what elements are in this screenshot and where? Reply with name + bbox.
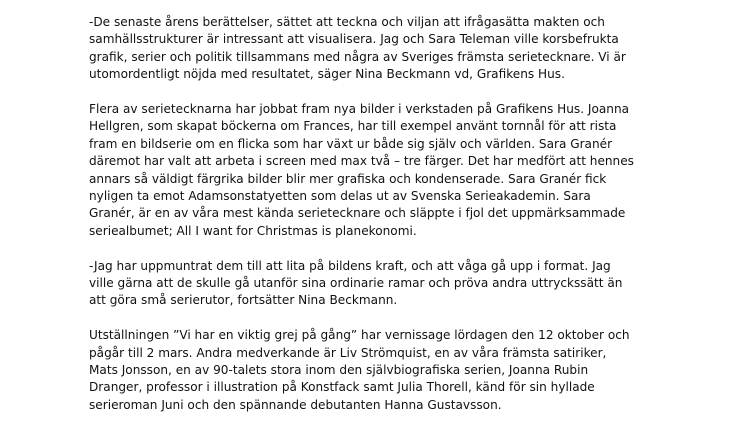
document-body <box>89 14 699 432</box>
text-line: pågår till 2 mars. Andra medverkande är Liv Strömquist, en av våra främsta satiriker, <box>89 345 607 360</box>
paragraph-quote-beckmann-format <box>89 258 699 310</box>
text-line: fram en bildserie om en flicka som har växt ur både sig själv och världen. Sara Granér <box>89 136 613 151</box>
text-line: nyligen ta emot Adamsonstatyetten som delas ut av Svenska Serieakademin. Sara <box>89 189 591 204</box>
text-line: Mats Jonsson, en av 90-talets stora inom den självbiografiska serien, Joanna Rubin <box>89 363 589 378</box>
text-line: Granér, är en av våra mest kända serietecknare och släppte i fjol det uppmärksammade <box>89 206 626 221</box>
paragraph-artists-workshop <box>89 101 699 240</box>
text-line: att göra små serierutor, fortsätter Nina Beckmann. <box>89 293 398 308</box>
text-line: samhällsstrukturer är intressant att visualisera. Jag och Sara Teleman ville korsbefrukta <box>89 32 619 47</box>
paragraph-exhibition-info <box>89 327 699 414</box>
text-line: Flera av serietecknarna har jobbat fram nya bilder i verkstaden på Grafikens Hus. Joanna <box>89 102 630 117</box>
paragraph-quote-beckmann-intro <box>89 14 699 84</box>
text-line: däremot har valt att arbeta i screen med max två – tre färger. Det har medfört att hennes <box>89 154 634 169</box>
text-line: Dranger, professor i illustration på Konstfack samt Julia Thorell, känd för sin hyllade <box>89 380 595 395</box>
text-line: ville gärna att de skulle gå utanför sina ordinarie ramar och pröva andra uttryckssätt än <box>89 276 623 291</box>
text-line: Hellgren, som skapat böckerna om Frances, har till exempel använt tornnål för att rista <box>89 119 617 134</box>
text-line: serieroman Juni och den spännande debutanten Hanna Gustavsson. <box>89 397 502 412</box>
text-line: grafik, serier och politik tillsammans med några av Sveriges främsta serietecknare. Vi är <box>89 49 626 64</box>
text-line: seriealbumet; All I want for Christmas is planekonomi. <box>89 223 417 238</box>
text-line: Utställningen ”Vi har en viktig grej på gång” har vernissage lördagen den 12 oktober och <box>89 328 630 343</box>
text-line: -Jag har uppmuntrat dem till att lita på bildens kraft, och att våga gå upp i format. Jag <box>89 258 611 273</box>
text-line: -De senaste årens berättelser, sättet att teckna och viljan att ifrågasätta makten och <box>89 15 605 29</box>
text-line: annars så väldigt färgrika bilder blir mer grafiska och kondenserade. Sara Granér fick <box>89 171 607 186</box>
text-line: utomordentligt nöjda med resultatet, säger Nina Beckmann vd, Grafikens Hus. <box>89 67 565 82</box>
